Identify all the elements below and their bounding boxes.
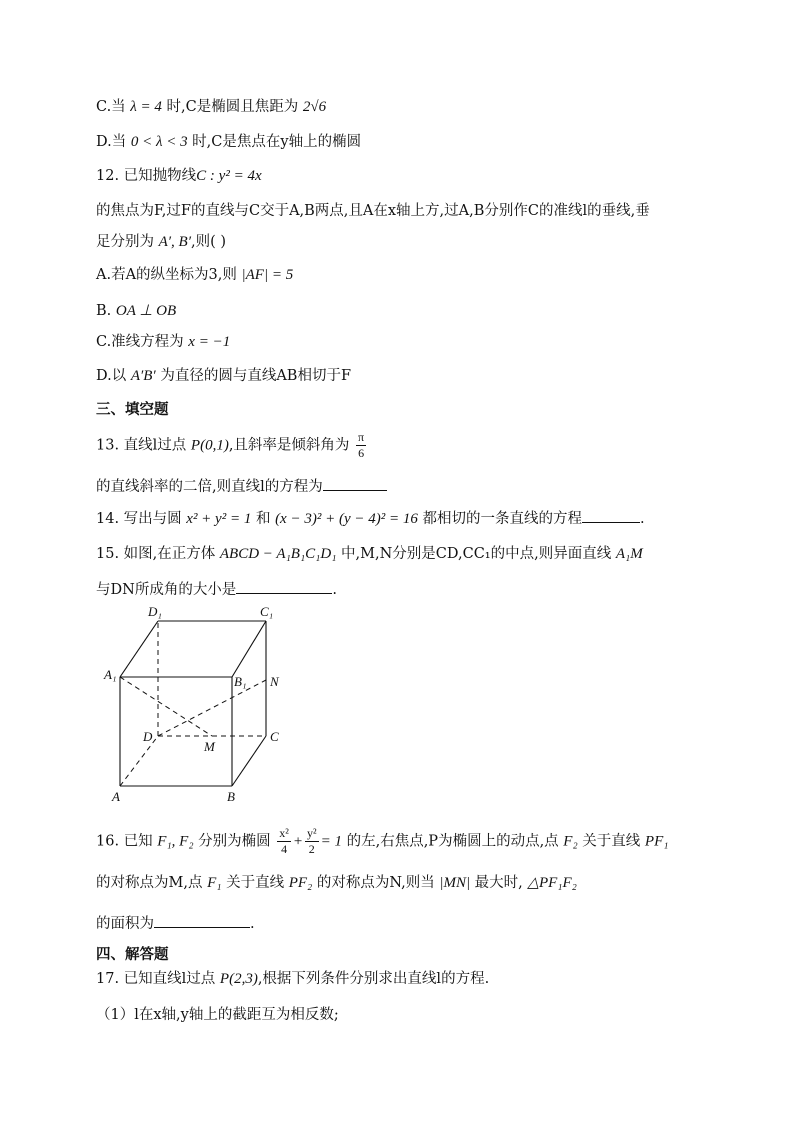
text: A.若A的纵坐标为3,则 (96, 267, 242, 283)
math: A₁M (615, 546, 643, 562)
math: PF₁ (644, 833, 669, 850)
text: B. (96, 303, 116, 319)
text: 关于直线 (577, 833, 645, 850)
text: 分别为椭圆 (193, 833, 276, 850)
fraction-denominator: 4 (281, 842, 288, 856)
text: 中,M,N分别是CD,CC₁的中点,则异面直线 (336, 546, 616, 562)
text: 最大时, (470, 875, 528, 891)
math: P(2,3) (219, 971, 258, 987)
q12-option-b (96, 301, 176, 321)
q12-stem-line2 (96, 201, 650, 221)
math: F₁, F₂ (157, 833, 194, 850)
math: x² + y² = 1 (186, 511, 252, 527)
math: |MN| (439, 875, 471, 891)
text: 时,C是焦点在y轴上的椭圆 (187, 134, 362, 150)
section-heading-fill-in: 三、填空题 (96, 402, 169, 418)
fraction-denominator: 2 (308, 842, 315, 856)
text: 14. 写出与圆 (96, 511, 187, 527)
text: 和 (251, 511, 276, 527)
math: F₂ (563, 833, 578, 850)
label-d1: D₁ (148, 604, 162, 619)
text: 关于直线 (221, 875, 289, 891)
q15-line2 (96, 579, 337, 600)
q11-option-c (96, 97, 326, 117)
math: |AF| = 5 (241, 267, 294, 283)
math: A′B′ (130, 368, 156, 384)
fraction-numerator: x² (279, 826, 289, 840)
q12-stem-line3 (96, 232, 226, 252)
label-d: D (143, 729, 153, 744)
text: D.以 (96, 368, 131, 384)
label-a: A (112, 789, 120, 804)
text: 都相切的一条直线的方程 (417, 511, 582, 527)
edge-a1-d1 (120, 621, 158, 677)
text: 足分别为 (96, 234, 159, 250)
text: 13. 直线l过点 (96, 437, 191, 454)
text: 与DN所成角的大小是 (96, 582, 237, 598)
text: D.当 (96, 134, 131, 150)
math: 0 < λ < 3 (130, 134, 188, 150)
math: C : y² = 4x (196, 168, 262, 184)
text: 17. 已知直线l过点 (96, 971, 220, 987)
fraction (305, 826, 319, 857)
text: ,且斜率是倾斜角为 (228, 437, 355, 454)
math: x = −1 (188, 334, 231, 350)
edge-b1-c1 (232, 621, 266, 677)
label-a1: A₁ (104, 667, 117, 682)
math: ABCD − A₁B₁C₁D₁ (219, 546, 337, 562)
math: + (292, 833, 303, 850)
fraction-numerator: y² (307, 826, 317, 840)
text: 12. 已知抛物线 (96, 168, 197, 184)
text: . (639, 511, 645, 527)
text: 为直径的圆与直线AB相切于F (155, 368, 352, 384)
math: OA ⊥ OB (115, 303, 177, 319)
math: λ = 4 (130, 99, 162, 115)
text: 的左,右焦点,P为椭圆上的动点,点 (341, 833, 564, 850)
text: 的焦点为F,过F的直线与C交于A,B两点,且A在x轴上方,过A,B分别作C的准线l的垂线,垂 (96, 203, 650, 219)
q15-line1 (96, 544, 643, 564)
text: C.准线方程为 (96, 334, 189, 350)
q17-line1 (96, 969, 489, 989)
text: . (250, 916, 255, 932)
math: P(0,1) (190, 437, 229, 454)
math: △PF₁F₂ (527, 875, 577, 891)
text: 的对称点为N,则当 (312, 875, 440, 891)
text: 15. 如图,在正方体 (96, 546, 220, 562)
fraction-numerator: π (358, 430, 365, 444)
text: ,根据下列条件分别求出直线l的方程. (257, 971, 490, 987)
text: 的面积为 (96, 916, 154, 932)
label-m: M (204, 739, 215, 754)
label-n: N (270, 674, 279, 689)
math: = 1 (320, 833, 342, 850)
label-b: B (227, 789, 235, 804)
math: A′, B′ (158, 234, 191, 250)
answer-blank (323, 476, 387, 491)
answer-blank (582, 508, 640, 523)
q16-line2 (96, 873, 577, 893)
q13-line2 (96, 476, 387, 497)
math: (x − 3)² + (y − 4)² = 16 (275, 511, 418, 527)
edge-b-c (232, 736, 266, 786)
text: 时,C是椭圆且焦距为 (161, 99, 303, 115)
segment-a1-m (120, 677, 212, 736)
cube-figure (96, 600, 296, 810)
text: 16. 已知 (96, 833, 158, 850)
q16-line1 (96, 826, 668, 857)
answer-blank (154, 913, 250, 928)
label-c1: C₁ (260, 604, 274, 619)
q14-line1 (96, 508, 645, 529)
q17-sub1 (96, 1005, 339, 1025)
fraction (356, 430, 366, 461)
q16-line3 (96, 913, 255, 934)
segment-d-n (158, 680, 266, 736)
text: 的对称点为M,点 (96, 875, 208, 891)
label-c: C (270, 729, 279, 744)
section-heading-solutions: 四、解答题 (96, 947, 169, 963)
fraction (277, 826, 291, 857)
answer-blank (236, 579, 332, 594)
q12-option-c (96, 332, 230, 352)
text: 的直线斜率的二倍,则直线l的方程为 (96, 479, 323, 495)
label-b1: B₁ (234, 674, 247, 689)
text: . (332, 582, 337, 598)
text: （1）l在x轴,y轴上的截距互为相反数; (96, 1007, 339, 1023)
text: ,则( ) (191, 234, 227, 250)
q12-option-a (96, 265, 293, 285)
math: 2√6 (302, 99, 327, 115)
q13-line1 (96, 430, 368, 461)
text: C.当 (96, 99, 131, 115)
q11-option-d (96, 132, 361, 152)
fraction-denominator: 6 (358, 446, 365, 460)
q12-option-d (96, 366, 351, 386)
math: F₁ (207, 875, 222, 891)
q12-stem-line1 (96, 166, 262, 186)
math: PF₂ (288, 875, 313, 891)
